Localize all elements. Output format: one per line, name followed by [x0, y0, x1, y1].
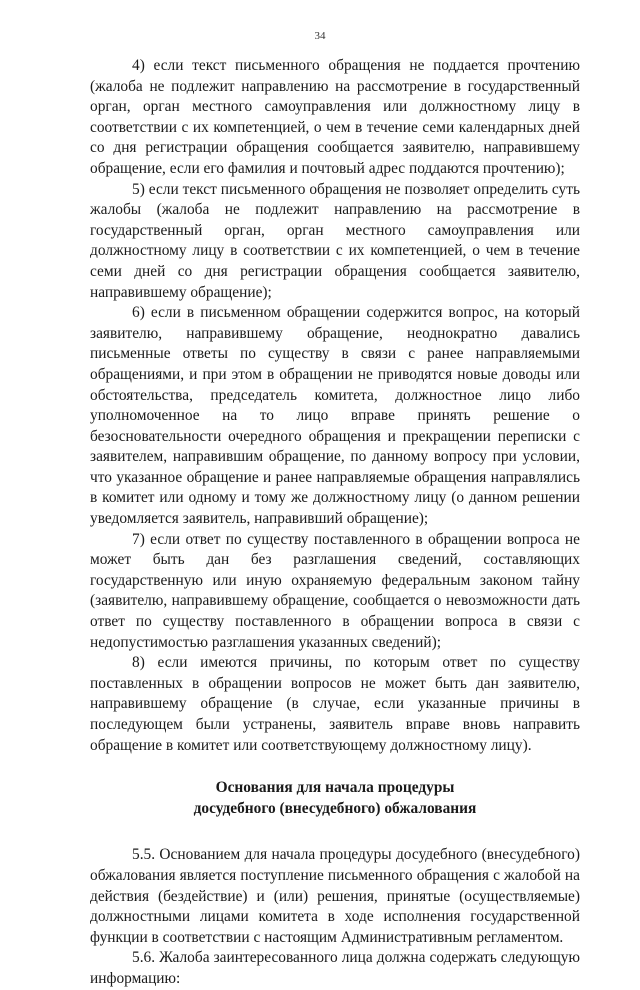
- section-heading: [90, 778, 580, 819]
- paragraph-item-8: 8) если имеются причины, по которым ответ по существу поставленных в обращении вопросов не может быть дан заявителю, направившему обращение (в случае, если указанные причины в последующем были устранены, заявитель вправе вновь направить обращение в комитет или соответствующему должностному лицу).: [90, 654, 580, 754]
- paragraph-item-4: 4) если текст письменного обращения не поддается прочтению (жалоба не подлежит направлению на рассмотрение в государственный орган, орган местного самоуправления или должностному лицу в соответствии с их компетенцией, о чем в течение семи календарных дней со дня регистрации обращения сообщается заявителю, направившему обращение, если его фамилия и почтовый адрес поддаются прочтению);: [90, 57, 580, 177]
- page-number: 34: [314, 30, 326, 42]
- section-heading-line-2: досудебного (внесудебного) обжалования: [193, 799, 477, 817]
- paragraph-item-7: 7) если ответ по существу поставленного в обращении вопроса не может быть дан без разглашения сведений, составляющих государственную или иную охраняемую федеральным законом тайну (заявителю, направившему обращение, сообщается о невозможности дать ответ по существу поставленного в обращении вопроса в связи с недопустимостью разглашения указанных сведений);: [90, 530, 580, 651]
- section-heading-line-1: Основания для начала процедуры: [215, 779, 455, 797]
- document-body: [90, 56, 580, 990]
- paragraph-5-5: 5.5. Основанием для начала процедуры досудебного (внесудебного) обжалования является поступление письменного обращения с жалобой на действия (бездействие) и (или) решения, принятые (осуществляемые) должностными лицами комитета в ходе исполнения государственной функции в соответствии с настоящим Административным регламентом.: [90, 846, 580, 946]
- paragraph-item-6: 6) если в письменном обращении содержится вопрос, на который заявителю, направившему обращение, неоднократно давались письменные ответы по существу в связи с ранее направляемыми обращениями, и при этом в обращении не приводятся новые доводы или обстоятельства, председатель комитета, должностное лицо либо уполномоченное на то лицо вправе принять решение о безосновательности очередного обращения и прекращении переписки с заявителем, направившим обращение, по данному вопросу при условии, что указанное обращение и ранее направляемые обращения направлялись в комитет или одному и тому же должностному лицу (о данном решении уведомляется заявитель, направивший обращение);: [90, 304, 580, 528]
- paragraph-5-6: 5.6. Жалоба заинтересованного лица должна содержать следующую информацию:: [90, 949, 580, 987]
- paragraph-item-5: 5) если текст письменного обращения не позволяет определить суть жалобы (жалоба не подлежит направлению на рассмотрение в государственный орган, орган местного самоуправления или должностному лицу в соответствии с их компетенцией, о чем в течение семи дней со дня регистрации обращения сообщается заявителю, направившему обращение);: [90, 180, 580, 301]
